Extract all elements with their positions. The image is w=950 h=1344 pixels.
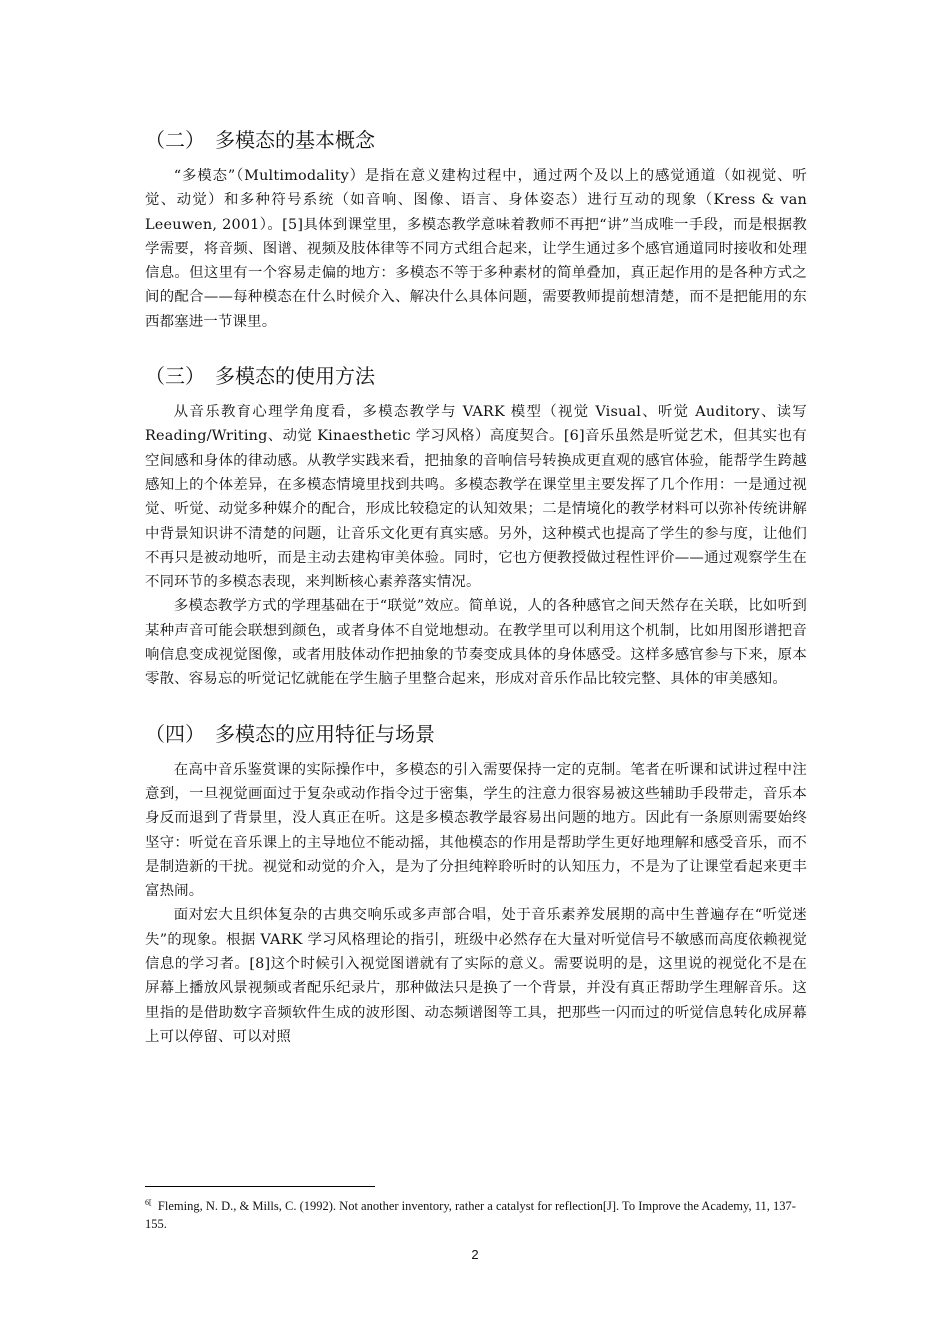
section-heading [145, 716, 807, 752]
footnote-separator [145, 1186, 375, 1187]
section-number: （四） [145, 721, 205, 746]
section-usage-method [145, 358, 807, 692]
section-heading [145, 358, 807, 394]
section-number: （三） [145, 364, 205, 389]
paragraph: 多模态教学方式的学理基础在于“联觉”效应。简单说，人的各种感官之间天然存在关联，比如听到某种声音可能会联想到颜色，或者身体不自觉地想动。在教学里可以利用这个机制，比如用图形谱把音响信息变成视觉图像，或者用肢体动作把抽象的节奏变成具体的身体感受。这样多感官参与下来，原本零散、容易忘的听觉记忆就能在学生脑子里整合起来，形成对音乐作品比较完整、具体的审美感知。 [145, 598, 807, 688]
paragraph: “多模态”（Multimodality）是指在意义建构过程中，通过两个及以上的感觉通道（如视觉、听觉、动觉）和多种符号系统（如音响、图像、语言、身体姿态）进行互动的现象（Kress & van Leeuwen, 2001）。[5]具体到课堂里，多模态教学意味着教师不再把“讲”当成唯一手段，而是根据教学需要，将音频、图谱、视频及肢体律等不同方式组合起来，让学生通过多个感官通道同时接收和处理信息。但这里有一个容易走偏的地方：多模态不等于多种素材的简单叠加，真正起作用的是各种方式之间的配合——每种模态在什么时候介入、解决什么具体问题，需要教师提前想清楚，而不是把能用的东西都塞进一节课里。 [145, 168, 807, 330]
section-number: （二） [145, 128, 205, 152]
section-basic-concept [145, 122, 807, 334]
page-number: 2 [471, 1247, 479, 1262]
section-title: 多模态的使用方法 [215, 364, 375, 389]
footnote-text: Fleming, N. D., & Mills, C. (1992). Not another inventory, rather a catalyst for reflection[J]. To Improve the Academy, 11, 137-155. [145, 1199, 796, 1232]
section-heading [145, 122, 807, 158]
paragraph: 从音乐教育心理学角度看，多模态教学与 VARK 模型（视觉 Visual、听觉 Auditory、读写 Reading/Writing、动觉 Kinaesthetic 学习风格）高度契合。[6]音乐虽然是听觉艺术，但其实也有空间感和身体的律动感。从教学实践来看，把抽象的音响信号转换成更直观的感官体验，能帮学生跨越感知上的个体差异，在多模态情境里找到共鸣。多模态教学在课堂里主要发挥了几个作用：一是通过视觉、听觉、动觉多种媒介的配合，形成比较稳定的认知效果；二是情境化的教学材料可以弥补传统讲解中背景知识讲不清楚的问题，让音乐文化更有真实感。另外，这种模式也提高了学生的参与度，让他们不再只是被动地听，而是主动去建构审美体验。同时，它也方便教授做过程性评价——通过观察学生在不同环节的多模态表现，来判断核心素养落实情况。 [145, 404, 807, 591]
footnote [145, 1194, 807, 1233]
paragraph: 面对宏大且织体复杂的古典交响乐或多声部合唱，处于音乐素养发展期的高中生普遍存在“听觉迷失”的现象。根据 VARK 学习风格理论的指引，班级中必然存在大量对听觉信号不敏感而高度依赖视觉信息的学习者。[8]这个时候引入视觉图谱就有了实际的意义。需要说明的是，这里说的视觉化不是在屏幕上播放风景视频或者配乐纪录片，那种做法只是换了一个背景，并没有真正帮助学生理解音乐。这里指的是借助数字音频软件生成的波形图、动态频谱图等工具，把那些一闪而过的听觉信息转化成屏幕上可以停留、可以对照 [145, 907, 807, 1045]
body-content [145, 122, 807, 1073]
paragraph: 在高中音乐鉴赏课的实际操作中，多模态的引入需要保持一定的克制。笔者在听课和试讲过程中注意到，一旦视觉画面过于复杂或动作指令过于密集，学生的注意力很容易被这些辅助手段带走，音乐本身反而退到了背景里，没人真正在听。这是多模态教学最容易出问题的地方。因此有一条原则需要始终坚守：听觉在音乐课上的主导地位不能动摇，其他模态的作用是帮助学生更好地理解和感受音乐，而不是制造新的干扰。视觉和动觉的介入，是为了分担纯粹聆听时的认知压力，不是为了让课堂看起来更丰富热闹。 [145, 761, 807, 900]
footnote-marker: 6[ [145, 1198, 152, 1207]
section-features-scenarios [145, 716, 807, 1050]
section-title: 多模态的基本概念 [215, 128, 375, 152]
section-title: 多模态的应用特征与场景 [215, 721, 435, 746]
